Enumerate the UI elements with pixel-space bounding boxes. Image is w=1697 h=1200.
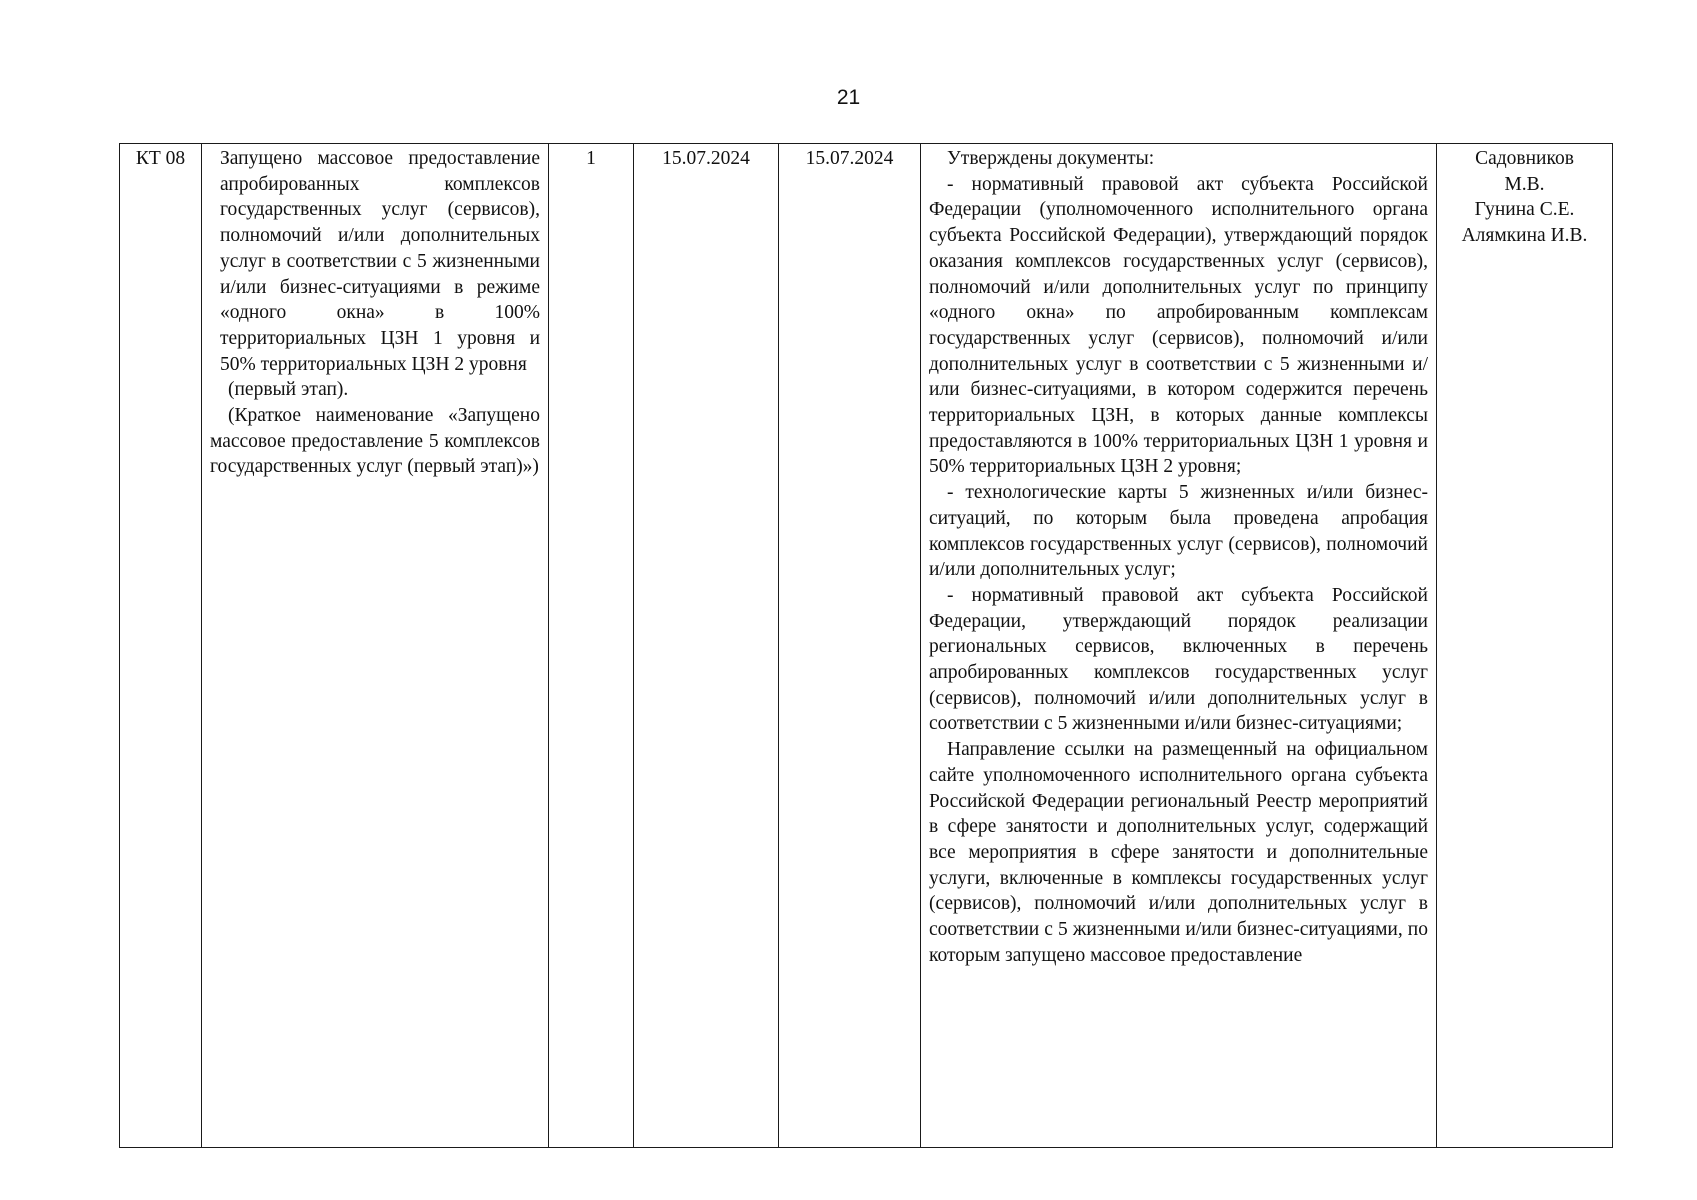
description-cell — [202, 144, 549, 1148]
date-end: 15.07.2024 — [805, 148, 894, 169]
quantity-cell — [549, 144, 634, 1148]
responsible-cell — [1437, 144, 1613, 1148]
responsible-name-2: Гунина С.Е. — [1474, 199, 1575, 221]
code-cell — [120, 144, 202, 1148]
description-main: Запущено массовое предоставление апробированных комплексов государственных услуг (сервисов), полномочий и/или дополнительных услуг в соответствии с 5 жизненными и/или бизнес-ситуациями в режиме «одного окна» в 100% территориальных ЦЗН 1 уровня и 50% территориальных ЦЗН 2 уровня — [220, 148, 540, 375]
documents-heading: Утверждены документы: — [947, 148, 1155, 169]
description-stage: (первый этап). — [228, 379, 349, 401]
documents-item-3: - нормативный правовой акт субъекта Российской Федерации, утверждающий порядок реализации региональных сервисов, включенных в перечень апробированных комплексов государственных услуг (сервисов), полномочий и/или дополнительных услуг в соответствии с 5 жизненными и/или бизнес-ситуациями; — [929, 584, 1428, 735]
documents-cell — [921, 144, 1437, 1148]
quantity-value: 1 — [586, 148, 596, 169]
responsible-initials-1: М.В. — [1504, 173, 1545, 195]
table-row — [120, 144, 1613, 1148]
page-number: 21 — [836, 86, 861, 109]
responsible-name-1: Садовников — [1475, 148, 1574, 169]
documents-item-4: Направление ссылки на размещенный на официальном сайте уполномоченного исполнительного органа субъекта Российской Федерации региональный Реестр мероприятий в сфере занятости и дополнительных услуг, содержащий все мероприятия в сфере занятости и дополнительные услуги, включенные в комплексы государственных услуг (сервисов), полномочий и/или дополнительных услуг в соответствии с 5 жизненными и/или бизнес-ситуациями, по которым запущено массовое предоставление — [929, 739, 1428, 966]
documents-item-1: - нормативный правовой акт субъекта Российской Федерации (уполномоченного исполнительного органа субъекта Российской Федерации), утверждающий порядок оказания комплексов государственных услуг (сервисов), полномочий и/или дополнительных услуг по принципу «одного окна» по апробированным комплексам государственных услуг (сервисов), полномочий и/или дополнительных услуг в соответствии с 5 жизненными и/или бизнес-ситуациями, в котором содержится перечень территориальных ЦЗН, в которых данные комплексы предоставляются в 100% территориальных ЦЗН 1 уровня и 50% территориальных ЦЗН 2 уровня; — [929, 173, 1428, 478]
date-start: 15.07.2024 — [662, 148, 750, 169]
date-start-cell — [634, 144, 779, 1148]
control-point-table — [119, 143, 1613, 1148]
date-end-cell — [779, 144, 921, 1148]
responsible-name-3: Алямкина И.В. — [1461, 225, 1588, 247]
documents-item-2: - технологические карты 5 жизненных и/или бизнес-ситуаций, по которым была проведена апробация комплексов государственных услуг (сервисов), полномочий и/или дополнительных услуг; — [929, 482, 1428, 581]
description-short-name: (Краткое наименование «Запущено массовое предоставление 5 комплексов государственных услуг (первый этап)») — [210, 405, 540, 478]
control-point-code: КТ 08 — [135, 148, 186, 169]
